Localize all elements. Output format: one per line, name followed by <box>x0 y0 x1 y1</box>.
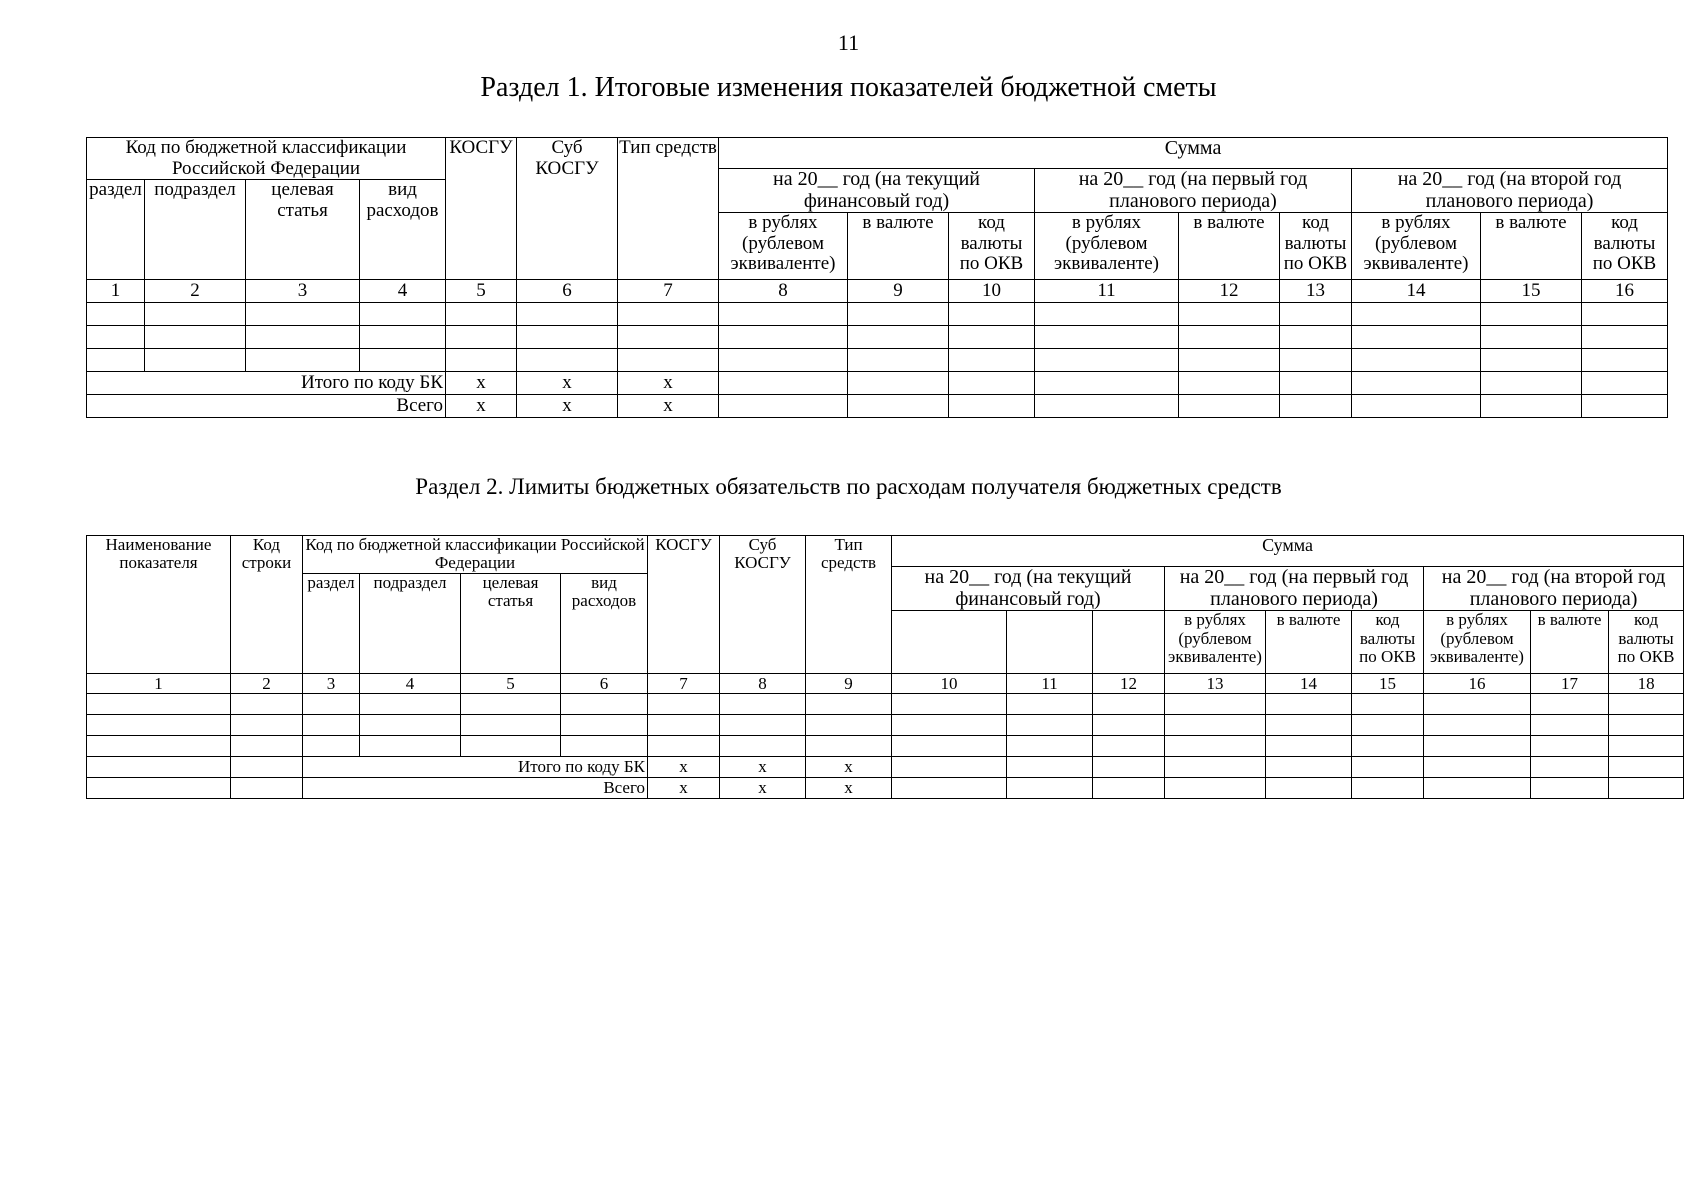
cell[interactable] <box>618 303 719 326</box>
header-summa: Сумма <box>719 138 1668 169</box>
header-podrazdel: подраздел <box>360 573 461 673</box>
column-number: 16 <box>1582 280 1668 303</box>
column-number: 5 <box>446 280 517 303</box>
column-number: 2 <box>231 674 303 694</box>
cell[interactable] <box>1424 736 1531 757</box>
x-mark: x <box>446 372 517 395</box>
cell[interactable] <box>1481 303 1582 326</box>
header-kosgu: КОСГУ <box>446 138 517 280</box>
cell[interactable] <box>1481 349 1582 372</box>
cell[interactable] <box>446 326 517 349</box>
cell[interactable] <box>360 303 446 326</box>
cell[interactable] <box>1266 736 1352 757</box>
column-number: 10 <box>949 280 1035 303</box>
cell[interactable] <box>720 715 806 736</box>
cell[interactable] <box>517 326 618 349</box>
header-kosgu: КОСГУ <box>648 536 720 674</box>
cell[interactable] <box>87 303 145 326</box>
cell[interactable] <box>648 736 720 757</box>
cell[interactable] <box>1179 326 1280 349</box>
cell[interactable] <box>1165 694 1266 715</box>
cell[interactable] <box>1609 694 1684 715</box>
cell[interactable] <box>1531 736 1609 757</box>
cell[interactable] <box>1007 778 1093 799</box>
column-number: 6 <box>517 280 618 303</box>
cell[interactable] <box>1093 778 1165 799</box>
cell[interactable] <box>1280 326 1352 349</box>
header-year-second: на 20__ год (на второй год планового периода) <box>1424 567 1684 611</box>
header-rub-3: в рублях (рублевом эквиваленте) <box>1352 213 1481 280</box>
x-mark: x <box>517 372 618 395</box>
x-mark: x <box>618 372 719 395</box>
header-year-first: на 20__ год (на первый год планового периода) <box>1035 169 1352 213</box>
cell[interactable] <box>246 303 360 326</box>
itogo-label: Итого по коду БК <box>303 757 648 778</box>
header-rub-2: в рублях (рублевом эквиваленте) <box>1165 611 1266 674</box>
header-bk-code: Код по бюджетной классификации Российской Федерации <box>303 536 648 574</box>
header-rub-1: в рублях (рублевом эквиваленте) <box>719 213 848 280</box>
column-number: 16 <box>1424 674 1531 694</box>
cell[interactable] <box>1179 349 1280 372</box>
header-empty <box>1093 611 1165 674</box>
column-number: 12 <box>1093 674 1165 694</box>
cell[interactable] <box>446 303 517 326</box>
cell[interactable] <box>1352 778 1424 799</box>
cell[interactable] <box>1352 736 1424 757</box>
cell[interactable] <box>1165 736 1266 757</box>
cell[interactable] <box>618 349 719 372</box>
cell[interactable] <box>949 303 1035 326</box>
header-val-2: в валюте <box>1179 213 1280 280</box>
column-number: 7 <box>648 674 720 694</box>
cell[interactable] <box>1352 372 1481 395</box>
cell[interactable] <box>719 395 848 418</box>
header-val-3: в валюте <box>1531 611 1609 674</box>
cell[interactable] <box>145 326 246 349</box>
cell[interactable] <box>246 349 360 372</box>
header-name: Наименование показателя <box>87 536 231 674</box>
cell[interactable] <box>1035 372 1179 395</box>
cell[interactable] <box>949 372 1035 395</box>
cell[interactable] <box>360 736 461 757</box>
column-number: 1 <box>87 280 145 303</box>
cell[interactable] <box>1179 395 1280 418</box>
x-mark: x <box>806 778 892 799</box>
header-year-current: на 20__ год (на текущий финансовый год) <box>892 567 1165 611</box>
cell[interactable] <box>720 694 806 715</box>
cell[interactable] <box>618 326 719 349</box>
cell[interactable] <box>360 326 446 349</box>
header-tip-sredstv: Тип средств <box>618 138 719 280</box>
cell[interactable] <box>1266 694 1352 715</box>
budget-changes-table <box>86 137 1668 418</box>
header-empty <box>1007 611 1093 674</box>
cell[interactable] <box>1609 715 1684 736</box>
cell[interactable] <box>1531 715 1609 736</box>
cell[interactable] <box>1352 303 1481 326</box>
cell[interactable] <box>848 303 949 326</box>
header-kod-stroki: Код строки <box>231 536 303 674</box>
cell[interactable] <box>1280 395 1352 418</box>
cell[interactable] <box>1481 372 1582 395</box>
cell[interactable] <box>517 349 618 372</box>
cell[interactable] <box>1093 757 1165 778</box>
cell[interactable] <box>1093 694 1165 715</box>
cell[interactable] <box>1035 326 1179 349</box>
table-row <box>87 736 1684 757</box>
cell[interactable] <box>561 736 648 757</box>
header-podrazdel: подраздел <box>145 180 246 280</box>
cell[interactable] <box>1280 349 1352 372</box>
header-sub-kosgu: Суб КОСГУ <box>517 138 618 280</box>
cell[interactable] <box>1352 757 1424 778</box>
column-number: 2 <box>145 280 246 303</box>
header-okv-2: код валюты по ОКВ <box>1280 213 1352 280</box>
cell[interactable] <box>1352 694 1424 715</box>
cell[interactable] <box>848 326 949 349</box>
column-number: 15 <box>1481 280 1582 303</box>
itogo-label: Итого по коду БК <box>87 372 446 395</box>
cell[interactable] <box>1035 395 1179 418</box>
cell[interactable] <box>1007 694 1093 715</box>
column-number: 17 <box>1531 674 1609 694</box>
header-rub-3: в рублях (рублевом эквиваленте) <box>1424 611 1531 674</box>
cell[interactable] <box>1165 778 1266 799</box>
cell[interactable] <box>1582 303 1668 326</box>
header-year-first: на 20__ год (на первый год планового периода) <box>1165 567 1424 611</box>
column-number: 13 <box>1165 674 1266 694</box>
cell[interactable] <box>1352 349 1481 372</box>
cell[interactable] <box>1424 778 1531 799</box>
table-row <box>87 303 1668 326</box>
header-empty <box>892 611 1007 674</box>
cell[interactable] <box>1179 372 1280 395</box>
cell[interactable] <box>1424 757 1531 778</box>
header-okv-3: код валюты по ОКВ <box>1609 611 1684 674</box>
cell[interactable] <box>145 349 246 372</box>
cell[interactable] <box>87 778 231 799</box>
header-okv-2: код валюты по ОКВ <box>1352 611 1424 674</box>
column-number: 11 <box>1007 674 1093 694</box>
column-number: 15 <box>1352 674 1424 694</box>
cell[interactable] <box>561 694 648 715</box>
vsego-row <box>87 395 1668 418</box>
cell[interactable] <box>648 715 720 736</box>
column-number: 8 <box>719 280 848 303</box>
header-val-2: в валюте <box>1266 611 1352 674</box>
cell[interactable] <box>806 694 892 715</box>
header-vid-rashodov: вид расходов <box>360 180 446 280</box>
cell[interactable] <box>1609 757 1684 778</box>
cell[interactable] <box>1007 757 1093 778</box>
cell[interactable] <box>231 736 303 757</box>
cell[interactable] <box>648 694 720 715</box>
column-number: 18 <box>1609 674 1684 694</box>
cell[interactable] <box>231 715 303 736</box>
x-mark: x <box>720 757 806 778</box>
cell[interactable] <box>719 303 848 326</box>
cell[interactable] <box>231 757 303 778</box>
cell[interactable] <box>1035 349 1179 372</box>
cell[interactable] <box>1093 736 1165 757</box>
cell[interactable] <box>303 715 360 736</box>
header-razdel: раздел <box>303 573 360 673</box>
cell[interactable] <box>806 715 892 736</box>
cell[interactable] <box>1280 372 1352 395</box>
cell[interactable] <box>892 757 1007 778</box>
cell[interactable] <box>1582 395 1668 418</box>
column-number: 14 <box>1266 674 1352 694</box>
cell[interactable] <box>719 326 848 349</box>
table-row <box>87 715 1684 736</box>
cell[interactable] <box>1165 757 1266 778</box>
x-mark: x <box>720 778 806 799</box>
cell[interactable] <box>303 694 360 715</box>
cell[interactable] <box>461 694 561 715</box>
header-celevaya-statya: целевая статья <box>246 180 360 280</box>
header-year-second: на 20__ год (на второй год планового периода) <box>1352 169 1668 213</box>
cell[interactable] <box>461 715 561 736</box>
column-number: 10 <box>892 674 1007 694</box>
cell[interactable] <box>949 395 1035 418</box>
header-sub-kosgu: Суб КОСГУ <box>720 536 806 674</box>
header-rub-2: в рублях (рублевом эквиваленте) <box>1035 213 1179 280</box>
column-number: 4 <box>360 674 461 694</box>
column-number: 3 <box>303 674 360 694</box>
column-number: 8 <box>720 674 806 694</box>
cell[interactable] <box>145 303 246 326</box>
table-row <box>87 694 1684 715</box>
header-okv-1: код валюты по ОКВ <box>949 213 1035 280</box>
x-mark: x <box>648 778 720 799</box>
cell[interactable] <box>949 349 1035 372</box>
section-1-title: Раздел 1. Итоговые изменения показателей бюджетной сметы <box>480 72 1217 103</box>
cell[interactable] <box>848 372 949 395</box>
column-number: 3 <box>246 280 360 303</box>
header-val-1: в валюте <box>848 213 949 280</box>
cell[interactable] <box>1266 757 1352 778</box>
cell[interactable] <box>1035 303 1179 326</box>
cell[interactable] <box>892 715 1007 736</box>
header-tip-sredstv: Тип средств <box>806 536 892 674</box>
column-number: 7 <box>618 280 719 303</box>
cell[interactable] <box>1165 715 1266 736</box>
cell[interactable] <box>87 326 145 349</box>
cell[interactable] <box>461 736 561 757</box>
cell[interactable] <box>446 349 517 372</box>
header-year-current: на 20__ год (на текущий финансовый год) <box>719 169 1035 213</box>
page-number: 11 <box>837 30 860 55</box>
column-number: 13 <box>1280 280 1352 303</box>
cell[interactable] <box>1609 736 1684 757</box>
cell[interactable] <box>1352 395 1481 418</box>
cell[interactable] <box>949 326 1035 349</box>
cell[interactable] <box>1007 715 1093 736</box>
cell[interactable] <box>303 736 360 757</box>
column-number: 1 <box>87 674 231 694</box>
cell[interactable] <box>360 349 446 372</box>
column-number: 6 <box>561 674 648 694</box>
cell[interactable] <box>87 349 145 372</box>
cell[interactable] <box>246 326 360 349</box>
column-number: 9 <box>848 280 949 303</box>
cell[interactable] <box>806 736 892 757</box>
cell[interactable] <box>1352 715 1424 736</box>
section-2-title: Раздел 2. Лимиты бюджетных обязательств по расходам получателя бюджетных средств <box>415 474 1282 499</box>
cell[interactable] <box>1280 303 1352 326</box>
itogo-row <box>87 757 1684 778</box>
cell[interactable] <box>1582 349 1668 372</box>
cell[interactable] <box>1179 303 1280 326</box>
cell[interactable] <box>848 395 949 418</box>
cell[interactable] <box>719 349 848 372</box>
cell[interactable] <box>1093 715 1165 736</box>
cell[interactable] <box>892 736 1007 757</box>
header-val-3: в валюте <box>1481 213 1582 280</box>
header-celevaya-statya: целевая статья <box>461 573 561 673</box>
cell[interactable] <box>1531 778 1609 799</box>
column-number: 12 <box>1179 280 1280 303</box>
cell[interactable] <box>719 372 848 395</box>
cell[interactable] <box>87 757 231 778</box>
cell[interactable] <box>1481 395 1582 418</box>
table-row <box>87 349 1668 372</box>
budget-limits-table <box>86 535 1684 799</box>
header-summa: Сумма <box>892 536 1684 567</box>
x-mark: x <box>648 757 720 778</box>
header-vid-rashodov: вид расходов <box>561 573 648 673</box>
cell[interactable] <box>1424 694 1531 715</box>
cell[interactable] <box>231 694 303 715</box>
x-mark: x <box>618 395 719 418</box>
cell[interactable] <box>1007 736 1093 757</box>
column-number: 11 <box>1035 280 1179 303</box>
cell[interactable] <box>87 694 231 715</box>
column-number: 9 <box>806 674 892 694</box>
itogo-row <box>87 372 1668 395</box>
header-razdel: раздел <box>87 180 145 280</box>
cell[interactable] <box>1481 326 1582 349</box>
cell[interactable] <box>892 694 1007 715</box>
x-mark: x <box>517 395 618 418</box>
cell[interactable] <box>517 303 618 326</box>
cell[interactable] <box>1531 757 1609 778</box>
cell[interactable] <box>1352 326 1481 349</box>
cell[interactable] <box>360 694 461 715</box>
vsego-row <box>87 778 1684 799</box>
cell[interactable] <box>892 778 1007 799</box>
cell[interactable] <box>848 349 949 372</box>
cell[interactable] <box>561 715 648 736</box>
x-mark: x <box>446 395 517 418</box>
cell[interactable] <box>720 736 806 757</box>
cell[interactable] <box>1531 694 1609 715</box>
cell[interactable] <box>1582 372 1668 395</box>
cell[interactable] <box>231 778 303 799</box>
header-okv-3: код валюты по ОКВ <box>1582 213 1668 280</box>
header-bk-code: Код по бюджетной классификации Российской Федерации <box>87 138 446 180</box>
vsego-label: Всего <box>87 395 446 418</box>
cell[interactable] <box>1266 778 1352 799</box>
x-mark: x <box>806 757 892 778</box>
vsego-label: Всего <box>303 778 648 799</box>
cell[interactable] <box>1609 778 1684 799</box>
column-number: 4 <box>360 280 446 303</box>
column-number: 5 <box>461 674 561 694</box>
cell[interactable] <box>1582 326 1668 349</box>
cell[interactable] <box>87 715 231 736</box>
column-number: 14 <box>1352 280 1481 303</box>
cell[interactable] <box>1266 715 1352 736</box>
table-row <box>87 326 1668 349</box>
cell[interactable] <box>87 736 231 757</box>
cell[interactable] <box>1424 715 1531 736</box>
cell[interactable] <box>360 715 461 736</box>
